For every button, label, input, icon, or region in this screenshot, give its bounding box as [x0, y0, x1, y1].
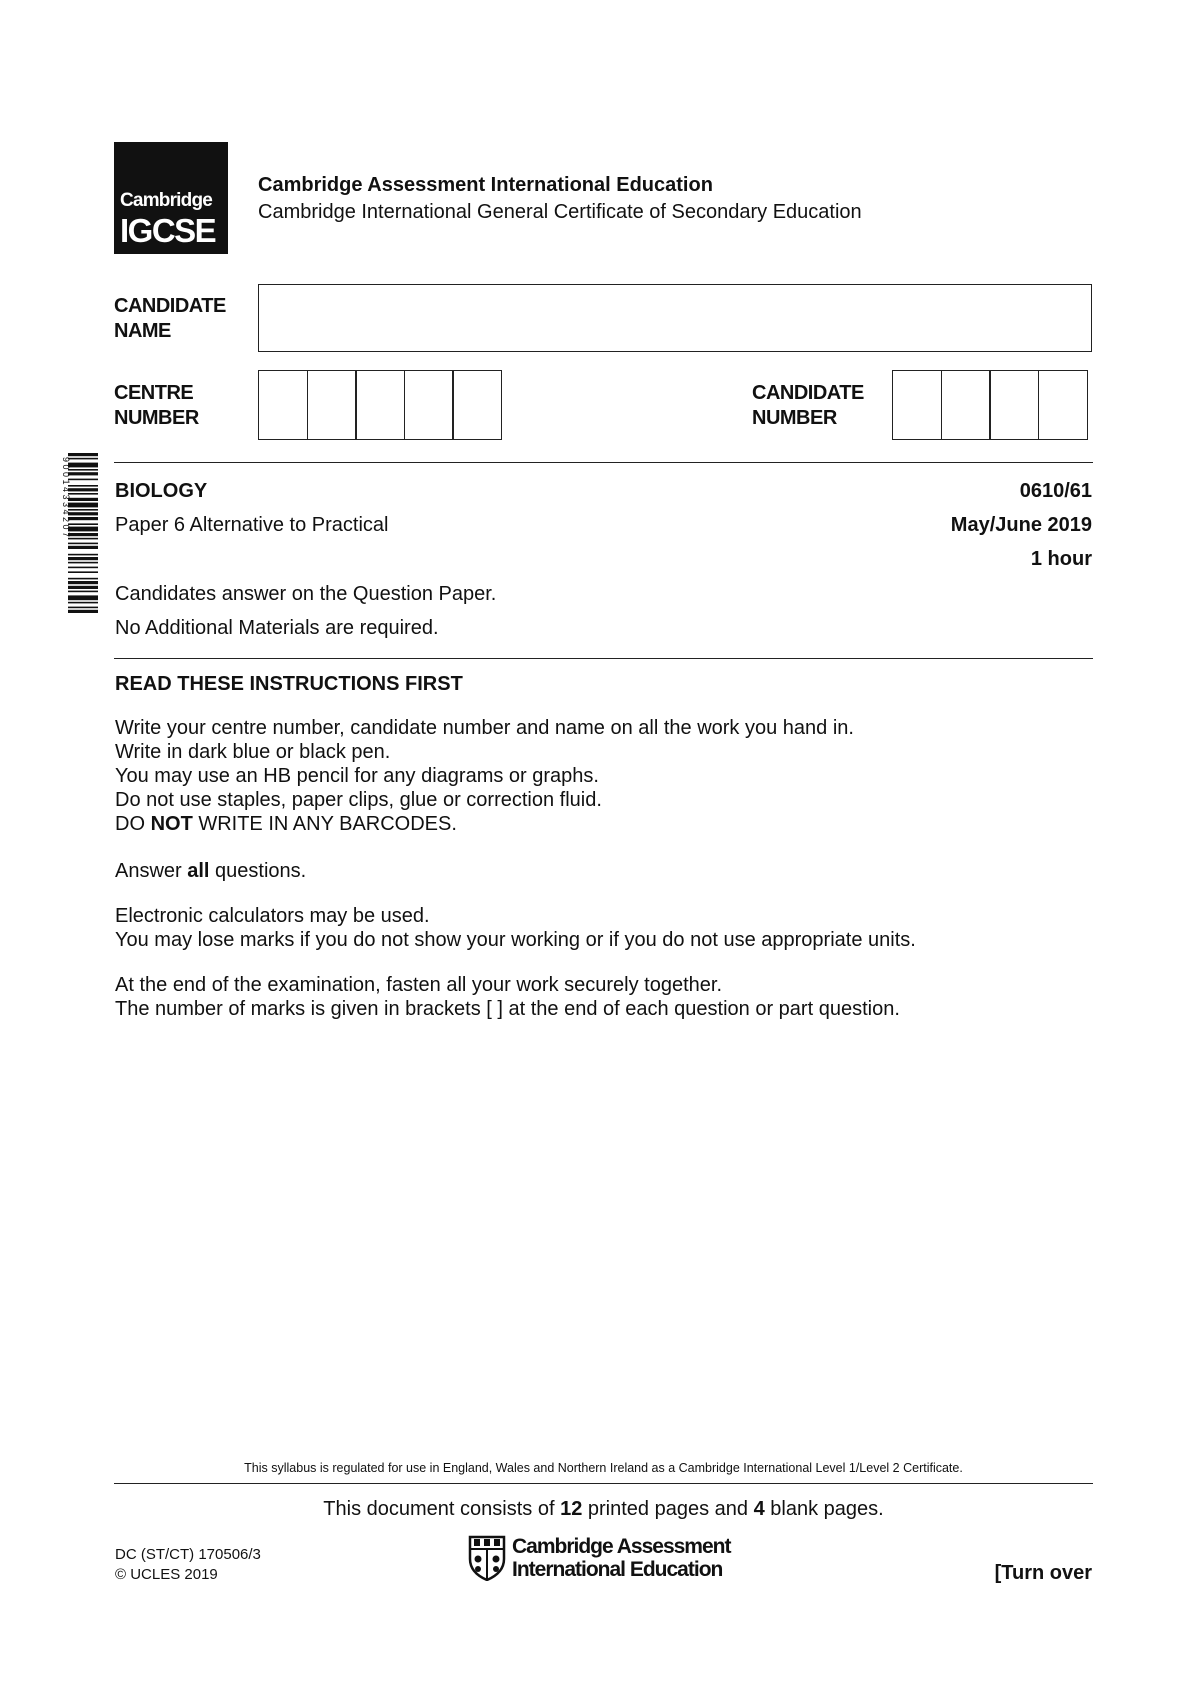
qualification-name: Cambridge International General Certificate of Secondary Education: [258, 201, 862, 223]
centre-number-digit-box[interactable]: [452, 370, 502, 440]
barcode-bar: [68, 591, 98, 593]
page-count-note: [114, 1498, 1093, 1521]
centre-number-label: [114, 381, 199, 431]
instruction-line: Write your centre number, candidate number and name on all the work you hand in.: [115, 717, 854, 739]
divider: [114, 1483, 1093, 1484]
instruction-line: Do not use staples, paper clips, glue or correction fluid.: [115, 789, 602, 811]
instruction-line: [115, 812, 854, 836]
centre-number-field: [258, 370, 502, 440]
barcode-bar: [68, 488, 98, 491]
divider: [114, 658, 1093, 659]
exam-session: May/June 2019: [950, 514, 1092, 536]
instructions-title: READ THESE INSTRUCTIONS FIRST: [115, 673, 463, 695]
instruction-text: DO: [115, 813, 151, 835]
candidate-name-field[interactable]: [258, 284, 1092, 352]
barcode-bar: [68, 562, 98, 564]
cambridge-assessment-logo-text: [512, 1535, 730, 1581]
barcode-bar: [68, 595, 98, 600]
barcode-bar: [68, 578, 98, 580]
barcode-bar: [68, 503, 98, 508]
instruction-line: Write in dark blue or black pen.: [115, 741, 391, 763]
instruction-line: [115, 859, 306, 883]
printed-pages-count: 12: [560, 1498, 583, 1520]
logo-line-2: International Education: [512, 1558, 723, 1581]
logo-line-1: Cambridge: [120, 190, 213, 211]
barcode-bar: [68, 512, 98, 515]
centre-number-label-line1: CENTRE: [114, 382, 194, 404]
barcode-bar: [68, 463, 98, 468]
instruction-emphasis: NOT: [150, 813, 193, 835]
barcode-bar: [68, 469, 98, 471]
barcode-bar: [68, 472, 98, 475]
candidate-name-label: [114, 294, 226, 344]
instruction-text: questions.: [209, 860, 307, 882]
centre-number-digit-box[interactable]: [404, 370, 454, 440]
page-count-text: This document consists of: [323, 1498, 561, 1520]
instruction-line: At the end of the examination, fasten all your work securely together.: [115, 974, 723, 996]
instruction-line: You may lose marks if you do not show your working or if you do not use appropriate units.: [115, 929, 916, 951]
instruction-text: WRITE IN ANY BARCODES.: [192, 813, 457, 835]
candidate-number-label-line1: CANDIDATE: [752, 382, 864, 404]
barcode-bar: [68, 485, 98, 487]
instructions-group: [115, 973, 900, 1021]
logo-line-1: Cambridge Assessment: [512, 1535, 731, 1558]
barcode-bar: [68, 517, 98, 520]
barcode-bar: [68, 493, 98, 495]
instructions-group: [115, 716, 854, 836]
barcode-digits: 9 0 0 1 4 3 3 4 2 0 7: [61, 457, 71, 538]
paper-title: Paper 6 Alternative to Practical: [115, 514, 389, 536]
centre-number-digit-box[interactable]: [258, 370, 308, 440]
divider: [114, 462, 1093, 463]
barcode-bar: [68, 479, 98, 481]
barcode-bar: [68, 602, 98, 604]
barcode-bar: [68, 533, 98, 536]
instructions-group: [115, 859, 306, 883]
copyright: © UCLES 2019: [115, 1566, 218, 1583]
barcode-bar: [68, 523, 98, 525]
barcode-bar: [68, 567, 98, 569]
barcode-bar: [68, 581, 98, 584]
candidate-name-label-line2: NAME: [114, 320, 171, 342]
barcode-bar: [68, 571, 98, 573]
turn-over-note: [Turn over: [994, 1562, 1092, 1584]
barcode-bar: [68, 607, 98, 609]
candidate-number-label: [752, 381, 864, 431]
instruction-line: Electronic calculators may be used.: [115, 905, 430, 927]
candidate-number-digit-box[interactable]: [1038, 370, 1088, 440]
instruction-line: The number of marks is given in brackets [ ] at the end of each question or part question.: [115, 998, 900, 1020]
paper-code: 0610/61: [1019, 480, 1092, 502]
barcode-bar: [68, 543, 98, 545]
candidate-number-digit-box[interactable]: [941, 370, 991, 440]
page-count-text: printed pages and: [582, 1498, 754, 1520]
materials-note: No Additional Materials are required.: [115, 617, 439, 639]
barcode-bar: [68, 527, 98, 532]
candidate-name-label-line1: CANDIDATE: [114, 295, 226, 317]
barcode-bar: [68, 586, 98, 589]
cambridge-igcse-logo: [114, 142, 228, 254]
instructions-group: [115, 904, 916, 952]
instruction-line: You may use an HB pencil for any diagrams or graphs.: [115, 765, 599, 787]
barcode: [54, 453, 98, 685]
barcode-bar: [68, 458, 98, 460]
blank-pages-count: 4: [753, 1498, 765, 1520]
candidate-number-field: [892, 370, 1088, 440]
barcode-bar: [68, 509, 98, 511]
centre-number-digit-box[interactable]: [355, 370, 405, 440]
candidate-number-digit-box[interactable]: [989, 370, 1039, 440]
exam-duration: 1 hour: [1030, 548, 1092, 570]
cambridge-assessment-logo: [468, 1535, 730, 1581]
barcode-bar: [68, 557, 98, 560]
barcode-bar: [68, 546, 98, 549]
document-code: DC (ST/CT) 170506/3: [115, 1546, 261, 1563]
logo-line-2: IGCSE: [120, 212, 216, 249]
barcode-bar: [68, 498, 98, 501]
barcode-bar: [68, 554, 98, 556]
syllabus-note: This syllabus is regulated for use in England, Wales and Northern Ireland as a Cambridge International Level 1/Level 2 Certificate.: [244, 1461, 963, 1475]
instruction-text: Answer: [115, 860, 188, 882]
page-count-text: blank pages.: [764, 1498, 884, 1520]
answer-on-note: Candidates answer on the Question Paper.: [115, 583, 497, 605]
organisation-name: Cambridge Assessment International Education: [258, 174, 713, 196]
candidate-number-digit-box[interactable]: [892, 370, 942, 440]
centre-number-label-line2: NUMBER: [114, 407, 199, 429]
barcode-bar: [68, 610, 98, 613]
candidate-number-label-line2: NUMBER: [752, 407, 837, 429]
subject: BIOLOGY: [115, 480, 208, 502]
barcode-bar: [68, 538, 98, 540]
instruction-emphasis: all: [187, 860, 210, 882]
centre-number-digit-box[interactable]: [307, 370, 357, 440]
barcode-bar: [68, 453, 98, 456]
shield-icon: [468, 1535, 506, 1581]
